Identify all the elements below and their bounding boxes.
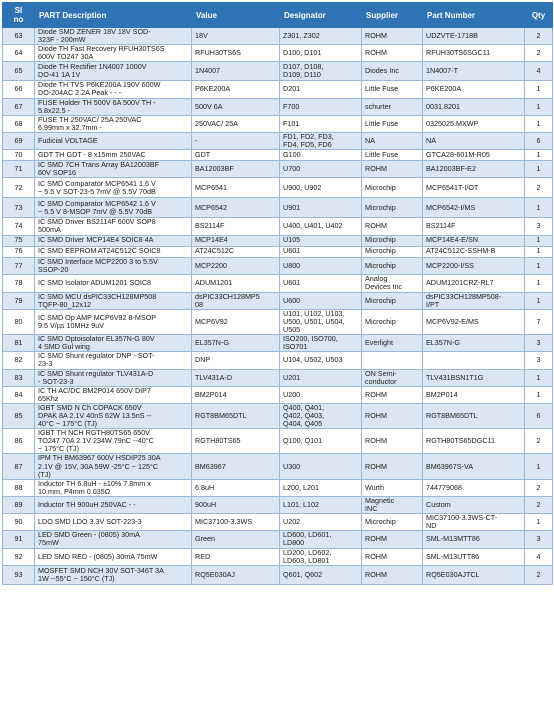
row-qty: 1 — [525, 115, 553, 132]
row-sl-no: 85 — [3, 403, 35, 428]
row-part-description: LED SMD RED - (0805) 30mA 75mW — [35, 548, 192, 565]
row-supplier: Little Fuse — [362, 115, 423, 132]
row-part-number: MCP6541T-I/OT — [423, 178, 525, 198]
row-sl-no: 87 — [3, 454, 35, 479]
row-supplier: Little Fuse — [362, 81, 423, 98]
row-qty: 3 — [525, 218, 553, 235]
row-part-number: RFUH30TS6SGC11 — [423, 45, 525, 62]
row-value: BA12003BF — [192, 161, 280, 178]
row-part-description: Diode TH TVS P6KE200A 190V 600W DO-204AC 2.2A Peak - - - — [35, 81, 192, 98]
row-designator: U105 — [280, 235, 362, 246]
row-sl-no: 90 — [3, 514, 35, 531]
row-value: 6.8uH — [192, 479, 280, 496]
row-supplier: ROHM — [362, 548, 423, 565]
row-sl-no: 92 — [3, 548, 35, 565]
row-sl-no: 72 — [3, 178, 35, 198]
header-designator: Designator — [280, 3, 362, 28]
table-row — [3, 62, 553, 81]
row-value: - — [192, 132, 280, 149]
row-value: MCP6V92 — [192, 309, 280, 334]
row-part-description: IC SMD Shunt regulator TLV431A-D - SOT-23-3 — [35, 369, 192, 386]
row-designator: G100 — [280, 150, 362, 161]
row-qty: 1 — [525, 161, 553, 178]
row-qty: 2 — [525, 496, 553, 513]
row-supplier: schurter — [362, 98, 423, 115]
row-part-number: BS2114F — [423, 218, 525, 235]
row-supplier: Microchip — [362, 246, 423, 257]
row-value: MIC37100-3.3WS — [192, 514, 280, 531]
row-designator: Q400, Q401, Q402, Q403, Q404, Q405 — [280, 403, 362, 428]
row-value: 18V — [192, 28, 280, 45]
table-row — [3, 309, 553, 334]
row-qty: 6 — [525, 403, 553, 428]
table-row — [3, 98, 553, 115]
row-qty: 1 — [525, 514, 553, 531]
table-row — [3, 479, 553, 496]
row-value: RGTH80TS65 — [192, 429, 280, 454]
row-sl-no: 82 — [3, 352, 35, 369]
bom-table-container — [2, 2, 552, 585]
row-supplier: Microchip — [362, 198, 423, 218]
row-part-description: IGBT SMD N Ch COPACK 650V DPAK 8A 2.1V 40nS 62W 13.5nS -- 40°C ~ 175°C (TJ) — [35, 403, 192, 428]
row-part-number: MCP6542-I/MS — [423, 198, 525, 218]
row-designator: U104, U502, U503 — [280, 352, 362, 369]
row-sl-no: 69 — [3, 132, 35, 149]
row-value: 1N4007 — [192, 62, 280, 81]
row-designator: D107, D108, D109, D110 — [280, 62, 362, 81]
header-part-number: Part Number — [423, 3, 525, 28]
row-sl-no: 89 — [3, 496, 35, 513]
row-designator: U300 — [280, 454, 362, 479]
row-part-number — [423, 352, 525, 369]
row-qty: 2 — [525, 565, 553, 584]
row-part-number: TLV431BSN1T1G — [423, 369, 525, 386]
row-part-description: IC TH AC/DC BM2P014 650V DIP7 65Khz — [35, 386, 192, 403]
row-sl-no: 81 — [3, 335, 35, 352]
row-supplier: ROHM — [362, 429, 423, 454]
row-designator: D100, D101 — [280, 45, 362, 62]
row-part-number: MCP6V92-E/MS — [423, 309, 525, 334]
header-sl-no: Sl no — [3, 3, 35, 28]
table-row — [3, 496, 553, 513]
row-part-number: 1N4007-T — [423, 62, 525, 81]
table-row — [3, 257, 553, 274]
row-sl-no: 79 — [3, 292, 35, 309]
table-row — [3, 514, 553, 531]
row-part-number: ADUM1201CRZ-RL7 — [423, 274, 525, 292]
row-supplier: Everlight — [362, 335, 423, 352]
table-row — [3, 246, 553, 257]
row-designator: F700 — [280, 98, 362, 115]
row-value: Green — [192, 531, 280, 548]
row-value: RED — [192, 548, 280, 565]
row-sl-no: 65 — [3, 62, 35, 81]
row-designator: F101 — [280, 115, 362, 132]
table-row — [3, 531, 553, 548]
row-designator: ISO200, ISO700, ISO701 — [280, 335, 362, 352]
row-supplier: Diodes Inc — [362, 62, 423, 81]
row-qty: 6 — [525, 132, 553, 149]
table-row — [3, 132, 553, 149]
row-value: RQ5E030AJ — [192, 565, 280, 584]
row-part-description: MOSFET SMD NCH 30V SOT-346T 3A 1W --55°C ~ 150°C (TJ) — [35, 565, 192, 584]
row-qty: 1 — [525, 246, 553, 257]
row-sl-no: 91 — [3, 531, 35, 548]
row-part-description: Inductor TH 900uH 250VAC - - — [35, 496, 192, 513]
row-supplier: Wurth — [362, 479, 423, 496]
row-value: DNP — [192, 352, 280, 369]
row-value: BS2114F — [192, 218, 280, 235]
row-sl-no: 88 — [3, 479, 35, 496]
row-part-description: Fudicial VOLTAGE — [35, 132, 192, 149]
row-part-description: IC SMD Driver MCP14E4 SOIC8 4A — [35, 235, 192, 246]
row-designator: U200 — [280, 386, 362, 403]
row-sl-no: 84 — [3, 386, 35, 403]
row-designator: LD200, LD602, LD603, LD801 — [280, 548, 362, 565]
row-sl-no: 67 — [3, 98, 35, 115]
row-part-description: IC SMD Isolator ADUM1201 SOIC8 — [35, 274, 192, 292]
row-value: AT24C512C — [192, 246, 280, 257]
row-sl-no: 76 — [3, 246, 35, 257]
row-supplier: Microchip — [362, 178, 423, 198]
row-value: P6KE200A — [192, 81, 280, 98]
row-supplier: Analog Devices Inc — [362, 274, 423, 292]
table-row — [3, 403, 553, 428]
row-designator: U101, U102, U103, U500, U501, U504, U505 — [280, 309, 362, 334]
header-supplier: Supplier — [362, 3, 423, 28]
table-header — [3, 3, 553, 28]
row-qty: 2 — [525, 178, 553, 198]
table-row — [3, 369, 553, 386]
row-part-description: IC SMD Comparator MCP6542 1.6 V ~ 5.5 V 8-MSOP 7mV @ 5.5V 70dB — [35, 198, 192, 218]
table-row — [3, 274, 553, 292]
row-sl-no: 74 — [3, 218, 35, 235]
row-supplier: ROHM — [362, 28, 423, 45]
row-sl-no: 63 — [3, 28, 35, 45]
row-designator: Z301, Z302 — [280, 28, 362, 45]
row-part-number: P6KE200A — [423, 81, 525, 98]
row-value: EL357N-G — [192, 335, 280, 352]
row-designator: LD600, LD601, LD800 — [280, 531, 362, 548]
row-qty: 1 — [525, 235, 553, 246]
row-qty: 1 — [525, 454, 553, 479]
table-row — [3, 161, 553, 178]
header-row — [3, 3, 553, 28]
row-supplier — [362, 352, 423, 369]
row-designator: U800 — [280, 257, 362, 274]
table-row — [3, 45, 553, 62]
row-value: 250VAC/ 25A — [192, 115, 280, 132]
row-supplier: ROHM — [362, 531, 423, 548]
row-designator: U901 — [280, 198, 362, 218]
row-sl-no: 93 — [3, 565, 35, 584]
row-supplier: ROHM — [362, 161, 423, 178]
row-sl-no: 70 — [3, 150, 35, 161]
table-row — [3, 150, 553, 161]
row-part-number: AT24C512C-SSHM-B — [423, 246, 525, 257]
row-qty: 1 — [525, 81, 553, 98]
table-row — [3, 565, 553, 584]
row-sl-no: 77 — [3, 257, 35, 274]
header-part-description: PART Description — [35, 3, 192, 28]
row-value: MCP6541 — [192, 178, 280, 198]
row-sl-no: 73 — [3, 198, 35, 218]
row-part-description: IC SMD 7CH Trans Array BA12003BF 60V SOP16 — [35, 161, 192, 178]
row-qty: 3 — [525, 335, 553, 352]
row-supplier: ROHM — [362, 454, 423, 479]
row-part-description: LED SMD Green - (0805) 30mA 75mW — [35, 531, 192, 548]
row-sl-no: 68 — [3, 115, 35, 132]
row-supplier: Microchip — [362, 257, 423, 274]
row-part-number: RGT8BM65DTL — [423, 403, 525, 428]
row-part-number: dsPIC33CH128MP508- I/PT — [423, 292, 525, 309]
row-part-description: IC SMD EEPROM AT24C512C SOIC8 — [35, 246, 192, 257]
row-designator: Q100, Q101 — [280, 429, 362, 454]
row-supplier: NA — [362, 132, 423, 149]
row-value: RFUH30TS6S — [192, 45, 280, 62]
row-supplier: Microchip — [362, 292, 423, 309]
row-value: TLV431A-D — [192, 369, 280, 386]
row-designator: U601 — [280, 274, 362, 292]
table-row — [3, 218, 553, 235]
row-part-description: GDT TH GDT - 8 x15mm 250VAC — [35, 150, 192, 161]
row-supplier: ROHM — [362, 403, 423, 428]
row-designator: L101, L102 — [280, 496, 362, 513]
row-qty: 2 — [525, 28, 553, 45]
table-row — [3, 548, 553, 565]
row-sl-no: 75 — [3, 235, 35, 246]
row-part-number: BM63967S-VA — [423, 454, 525, 479]
row-qty: 1 — [525, 369, 553, 386]
row-supplier: ROHM — [362, 565, 423, 584]
row-part-description: LDO SMD LDO 3.3V SOT-223-3 — [35, 514, 192, 531]
row-part-number: MIC37100-3.3WS-CT- ND — [423, 514, 525, 531]
row-qty: 1 — [525, 386, 553, 403]
row-part-number: MCP2200-I/SS — [423, 257, 525, 274]
row-part-description: IC SMD Driver BS2114F 600V SOP8 500mA — [35, 218, 192, 235]
table-row — [3, 386, 553, 403]
row-qty: 2 — [525, 45, 553, 62]
row-part-number: RQ5E030AJTCL — [423, 565, 525, 584]
table-row — [3, 352, 553, 369]
row-part-number: MCP14E4-E/SN — [423, 235, 525, 246]
table-row — [3, 81, 553, 98]
row-sl-no: 86 — [3, 429, 35, 454]
row-qty: 4 — [525, 62, 553, 81]
row-qty: 1 — [525, 198, 553, 218]
row-qty: 2 — [525, 429, 553, 454]
row-designator: U600 — [280, 292, 362, 309]
row-part-description: IC SMD Optoisolator EL357N-G 80V 4 SMD Gul wing — [35, 335, 192, 352]
row-part-number: Custom — [423, 496, 525, 513]
row-qty: 7 — [525, 309, 553, 334]
table-row — [3, 335, 553, 352]
row-supplier: Microchip — [362, 309, 423, 334]
row-qty: 3 — [525, 352, 553, 369]
row-value: BM2P014 — [192, 386, 280, 403]
row-value: ADUM1201 — [192, 274, 280, 292]
table-row — [3, 178, 553, 198]
row-qty: 2 — [525, 479, 553, 496]
row-part-number: 744779068 — [423, 479, 525, 496]
row-part-number: GTCA28-601M-R05 — [423, 150, 525, 161]
table-row — [3, 454, 553, 479]
row-part-number: 0325025.MXWP — [423, 115, 525, 132]
row-designator: U900, U902 — [280, 178, 362, 198]
row-sl-no: 66 — [3, 81, 35, 98]
row-designator: U601 — [280, 246, 362, 257]
header-qty: Qty — [525, 3, 553, 28]
table-body — [3, 28, 553, 585]
row-value: BM63967 — [192, 454, 280, 479]
row-sl-no: 78 — [3, 274, 35, 292]
row-part-description: Inductor TH 6.8uH - ±10% 7.8mm x 10 mm, P4mm 0.035Ω — [35, 479, 192, 496]
row-part-number: BM2P014 — [423, 386, 525, 403]
row-supplier: Microchip — [362, 235, 423, 246]
row-supplier: Magnetic INC — [362, 496, 423, 513]
row-value: RGT8BM65DTL — [192, 403, 280, 428]
header-value: Value — [192, 3, 280, 28]
table-row — [3, 115, 553, 132]
row-qty: 1 — [525, 98, 553, 115]
row-part-number: UDZVTE-1718B — [423, 28, 525, 45]
row-designator: D201 — [280, 81, 362, 98]
row-part-description: IC SMD Comparator MCP6541 1.6 V ~ 5.5 V SOT-23-5 7mV @ 5.5V 70dB — [35, 178, 192, 198]
row-part-number: SML-M13UTT86 — [423, 548, 525, 565]
row-designator: U700 — [280, 161, 362, 178]
row-designator: Q601, Q602 — [280, 565, 362, 584]
row-part-description: IC SMD Shunt regulator DNP - SOT- 23-3 — [35, 352, 192, 369]
row-value: MCP6542 — [192, 198, 280, 218]
row-part-number: EL357N-G — [423, 335, 525, 352]
row-designator: U400, U401, U402 — [280, 218, 362, 235]
row-supplier: ROHM — [362, 386, 423, 403]
row-designator: L200, L201 — [280, 479, 362, 496]
table-row — [3, 235, 553, 246]
row-qty: 4 — [525, 548, 553, 565]
row-part-description: FUSE TH 250VAC/ 25A 250VAC 6.99mm x 32.7mm - — [35, 115, 192, 132]
row-part-description: Diode SMD ZENER 18V 18V SOD- 323F - 200mW — [35, 28, 192, 45]
row-sl-no: 64 — [3, 45, 35, 62]
row-supplier: Little Fuse — [362, 150, 423, 161]
row-part-number: BA12003BF-E2 — [423, 161, 525, 178]
row-value: 900uH — [192, 496, 280, 513]
row-part-description: IC SMD Interface MCP2200 3 to 5.5V SSOP-20 — [35, 257, 192, 274]
table-row — [3, 28, 553, 45]
row-part-description: IPM TH BM63967 600V HSDIP25 30A 2.1V @ 15V, 30A 59W -25°C ~ 125°C (TJ) — [35, 454, 192, 479]
row-sl-no: 71 — [3, 161, 35, 178]
row-sl-no: 83 — [3, 369, 35, 386]
row-qty: 3 — [525, 531, 553, 548]
row-part-description: IC SMD MCU dsPIC33CH128MP508 TQFP-80_12x12 — [35, 292, 192, 309]
row-qty: 1 — [525, 274, 553, 292]
row-value: 500V 6A — [192, 98, 280, 115]
row-value: GDT — [192, 150, 280, 161]
row-supplier: ON Semi- conductor — [362, 369, 423, 386]
table-row — [3, 198, 553, 218]
row-supplier: ROHM — [362, 218, 423, 235]
row-part-description: Diode TH Fast Recovery RFUH30TS6S 600V TO247 30A — [35, 45, 192, 62]
row-part-description: IGBT TH NCH RGTH80TS65 650V TO247 70A 2.1V 234W 79nC --40°C ~ 175°C (TJ) — [35, 429, 192, 454]
row-supplier: Microchip — [362, 514, 423, 531]
table-row — [3, 292, 553, 309]
table-row — [3, 429, 553, 454]
row-part-number: SML-M13MTT86 — [423, 531, 525, 548]
row-designator: U202 — [280, 514, 362, 531]
row-part-description: Diode TH Rectifier 1N4007 1000V DO-41 1A 1V — [35, 62, 192, 81]
row-part-number: 0031.8201 — [423, 98, 525, 115]
bom-table — [2, 2, 553, 585]
row-sl-no: 80 — [3, 309, 35, 334]
row-value: MCP14E4 — [192, 235, 280, 246]
row-part-description: FUSE Holder TH 500V 6A 500V TH - 5.8x22.5 - — [35, 98, 192, 115]
row-value: MCP2200 — [192, 257, 280, 274]
row-part-number: NA — [423, 132, 525, 149]
row-part-description: IC SMD Op AMP MCP6V92 8-MSOP 9.5 V/µs 10MHz 9uV — [35, 309, 192, 334]
row-designator: FD1, FD2, FD3, FD4, FD5, FD6 — [280, 132, 362, 149]
row-value: dsPIC33CH128MP5 08 — [192, 292, 280, 309]
row-part-number: RGTH80TS65DGC11 — [423, 429, 525, 454]
row-designator: U201 — [280, 369, 362, 386]
row-supplier: ROHM — [362, 45, 423, 62]
row-qty: 1 — [525, 150, 553, 161]
row-qty: 1 — [525, 257, 553, 274]
row-qty: 1 — [525, 292, 553, 309]
